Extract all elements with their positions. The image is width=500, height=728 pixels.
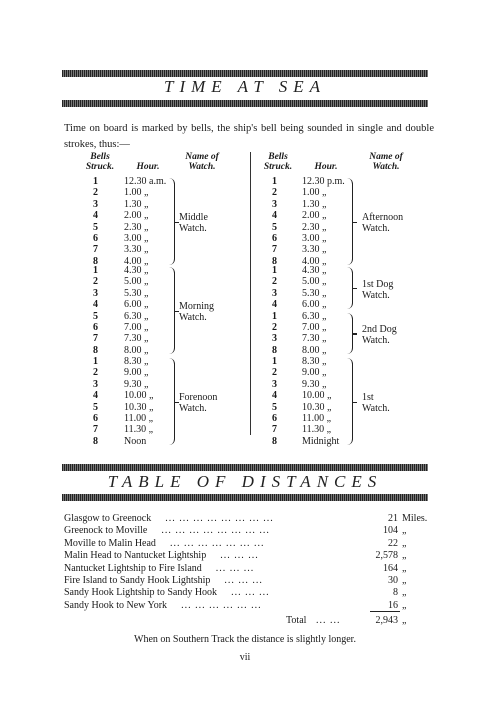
left-bell-number: 6 [93, 322, 98, 333]
distance-row [64, 549, 434, 562]
distance-route: Sandy Hook Lightship to Sandy Hook [64, 587, 218, 599]
left-hour: 5.30 „ [124, 287, 149, 299]
right-hour: 1.30 „ [302, 198, 327, 210]
header-watch-left: Name of Watch. [185, 152, 219, 172]
right-bell-number: 3 [272, 378, 277, 390]
left-hour: 7.30 „ [124, 333, 149, 345]
section-title-table-of-distances: TABLE OF DISTANCES [107, 472, 383, 491]
left-bell-number: 2 [93, 187, 98, 199]
right-bell-number: 5 [272, 401, 277, 413]
left-bell-number: 4 [93, 390, 98, 402]
left-bell-number: 5 [93, 221, 98, 233]
distance-route: Fire Island to Sandy Hook Lightship [64, 575, 211, 586]
distance-value: 164 [383, 562, 398, 574]
leader-dots: ... ... ... [224, 575, 263, 586]
right-hour: 7.30 „ [302, 333, 327, 345]
distance-value: 30 [388, 575, 398, 586]
right-dog-watch-name: 2nd Dog Watch. [362, 324, 397, 347]
leader-dots: ... ... ... [215, 562, 255, 574]
left-watch-name: Forenoon Watch. [179, 391, 218, 414]
left-hour: 1.30 „ [124, 198, 149, 210]
left-bell-number: 1 [93, 356, 98, 367]
right-bell-number: 3 [272, 198, 277, 210]
right-hour: 11.30 „ [302, 424, 332, 436]
total-rule [370, 611, 400, 612]
leader-dots: ... ... ... [231, 587, 270, 599]
left-bell-number: 2 [93, 367, 98, 379]
left-hour: 7.00 „ [124, 322, 149, 333]
right-hour: 5.00 „ [302, 276, 327, 288]
left-bell-number: 5 [93, 401, 98, 413]
right-hour: 4.30 „ [302, 265, 327, 276]
distance-value: 2,578 [375, 550, 398, 562]
distance-value: 16 [388, 599, 398, 611]
ornamental-rule-top [62, 70, 428, 77]
left-hour: 5.00 „ [124, 276, 149, 288]
left-bell-number: 4 [93, 210, 98, 222]
total-label: Total [286, 615, 307, 626]
right-hour: 8.30 „ [302, 356, 327, 367]
header-hour-left: Hour. [136, 162, 160, 172]
distance-unit: „ [402, 550, 407, 562]
distance-route: Malin Head to Nantucket Lightship [64, 550, 207, 562]
distance-unit: Miles. [402, 513, 428, 524]
leader-dots: ... ... ... ... ... ... ... ... [165, 513, 274, 524]
right-bell-number: 6 [272, 413, 277, 424]
right-bell-number: 2 [272, 187, 277, 199]
total-dots: ... ... [316, 615, 341, 626]
distance-row [64, 512, 434, 525]
section-title-time-at-sea: TIME AT SEA [163, 77, 327, 96]
total-unit: „ [402, 615, 407, 626]
right-dog-watch-name: 1st Dog Watch. [362, 278, 394, 301]
page-number: vii [239, 652, 251, 663]
right-hour: 5.30 „ [302, 287, 327, 299]
right-hour: 2.00 „ [302, 210, 327, 222]
header-bells-left: Bells Struck. [85, 152, 115, 172]
right-bell-number: 4 [272, 390, 277, 402]
right-bell-number: 4 [272, 210, 277, 222]
right-hour: 1.00 „ [302, 187, 327, 199]
right-hour: 3.30 „ [302, 244, 327, 256]
distance-row [64, 537, 434, 550]
right-hour: 10.30 „ [302, 401, 332, 413]
distance-row [64, 586, 434, 599]
left-hour: 11.30 „ [124, 424, 154, 436]
right-bell-number: 2 [272, 276, 277, 288]
right-hour: 2.30 „ [302, 221, 327, 233]
left-hour: 11.00 „ [124, 413, 154, 424]
right-bell-number: 1 [272, 356, 277, 367]
right-bell-number: 1 [272, 265, 277, 276]
right-bell-number: 6 [272, 233, 277, 244]
distance-row [64, 574, 434, 587]
right-watch-brace [346, 358, 353, 445]
left-hour: 4.30 „ [124, 265, 149, 276]
left-hour: 9.00 „ [124, 367, 149, 379]
right-bell-number: 1 [272, 176, 277, 187]
left-hour: 12.30 a.m. [124, 176, 167, 187]
left-hour: 4.00 „ [124, 255, 149, 267]
left-hour: 10.00 „ [124, 390, 154, 402]
column-divider [250, 152, 251, 435]
right-watch-name: 1st Watch. [362, 391, 390, 414]
distance-route: Greenock to Moville [64, 525, 148, 537]
left-bell-number: 2 [93, 276, 98, 288]
distance-unit: „ [402, 537, 407, 549]
total-row [64, 614, 434, 627]
right-dog-watch-brace [346, 313, 353, 355]
right-bell-number: 5 [272, 221, 277, 233]
left-hour: 3.00 „ [124, 233, 149, 244]
left-hour: 6.30 „ [124, 310, 149, 322]
left-hour: 10.30 „ [124, 401, 154, 413]
right-bell-number: 3 [272, 333, 277, 345]
left-hour: 2.30 „ [124, 221, 149, 233]
right-bell-number: 2 [272, 367, 277, 379]
total-value: 2,943 [375, 615, 398, 626]
left-hour: Noon [124, 435, 147, 447]
distance-route: Glasgow to Greenock [64, 513, 152, 524]
distance-value: 21 [388, 513, 398, 524]
right-hour: 9.30 „ [302, 378, 327, 390]
ornamental-rule-top-distances [62, 464, 428, 471]
distance-route: Sandy Hook to New York [64, 599, 168, 611]
left-bell-number: 1 [93, 176, 98, 187]
left-hour: 2.00 „ [124, 210, 149, 222]
right-watch-brace [346, 178, 353, 265]
header-bells-right: Bells Struck. [263, 152, 293, 172]
left-bell-number: 6 [93, 233, 98, 244]
intro-paragraph: Time on board is marked by bells, the ship's bell being sounded in single and double strokes, thus:— [64, 123, 434, 150]
left-bell-number: 5 [93, 310, 98, 322]
right-bell-number: 7 [272, 244, 277, 256]
distance-route: Moville to Malin Head [64, 537, 156, 549]
right-hour: 6.30 „ [302, 310, 327, 322]
distance-row [64, 562, 434, 575]
right-hour: 11.00 „ [302, 413, 332, 424]
right-hour: 10.00 „ [302, 390, 332, 402]
right-hour: Midnight [302, 435, 340, 447]
right-dog-watch-brace [346, 267, 353, 309]
distance-unit: „ [402, 562, 407, 574]
left-watch-brace [168, 267, 175, 354]
left-watch-brace [168, 178, 175, 265]
distance-row [64, 524, 434, 537]
left-hour: 3.30 „ [124, 244, 149, 256]
leader-dots: ... ... ... ... ... ... ... ... [161, 525, 270, 537]
right-hour: 3.00 „ [302, 233, 327, 244]
right-bell-number: 8 [272, 344, 277, 356]
right-bell-number: 8 [272, 255, 277, 267]
left-watch-name: Morning Watch. [179, 300, 214, 323]
left-hour: 6.00 „ [124, 299, 149, 311]
right-bell-number: 7 [272, 424, 277, 436]
distance-value: 104 [383, 525, 398, 537]
left-watch-name: Middle Watch. [179, 211, 208, 234]
left-bell-number: 7 [93, 333, 98, 345]
southern-track-note: When on Southern Track the distance is slightly longer. [134, 634, 356, 645]
left-bell-number: 3 [93, 378, 98, 390]
left-bell-number: 6 [93, 413, 98, 424]
right-watch-name: Afternoon Watch. [362, 211, 404, 234]
distance-value: 8 [393, 587, 398, 599]
header-watch-right: Name of Watch. [369, 152, 403, 172]
right-hour: 6.00 „ [302, 299, 327, 311]
ornamental-rule-bottom-distances [62, 494, 428, 501]
left-bell-number: 7 [93, 424, 98, 436]
right-bell-number: 1 [272, 310, 277, 322]
right-bell-number: 3 [272, 287, 277, 299]
right-hour: 8.00 „ [302, 344, 327, 356]
distance-unit: „ [402, 599, 407, 611]
left-bell-number: 7 [93, 244, 98, 256]
right-bell-number: 8 [272, 435, 277, 447]
leader-dots: ... ... ... ... ... ... ... [169, 537, 265, 549]
right-hour: 9.00 „ [302, 367, 327, 379]
left-bell-number: 3 [93, 287, 98, 299]
distance-row [64, 599, 434, 612]
leader-dots: ... ... ... [220, 550, 259, 562]
left-bell-number: 8 [93, 255, 98, 267]
right-hour: 7.00 „ [302, 322, 327, 333]
ornamental-rule-bottom [62, 100, 428, 107]
distance-unit: „ [402, 525, 407, 537]
left-bell-number: 4 [93, 299, 98, 311]
right-hour: 4.00 „ [302, 255, 327, 267]
distance-route: Nantucket Lightship to Fire Island [64, 562, 202, 574]
header-hour-right: Hour. [314, 162, 338, 172]
left-bell-number: 3 [93, 198, 98, 210]
right-hour: 12.30 p.m. [302, 176, 345, 187]
left-hour: 8.30 „ [124, 356, 149, 367]
left-bell-number: 1 [93, 265, 98, 276]
left-hour: 9.30 „ [124, 378, 149, 390]
distance-unit: „ [402, 575, 407, 586]
leader-dots: ... ... ... ... ... ... [181, 599, 262, 611]
left-hour: 1.00 „ [124, 187, 149, 199]
left-bell-number: 8 [93, 435, 98, 447]
right-bell-number: 4 [272, 299, 277, 311]
left-bell-number: 8 [93, 344, 98, 356]
distance-unit: „ [402, 587, 407, 599]
distance-value: 22 [388, 537, 398, 549]
left-hour: 8.00 „ [124, 344, 149, 356]
right-bell-number: 2 [272, 322, 277, 333]
left-watch-brace [168, 358, 175, 445]
